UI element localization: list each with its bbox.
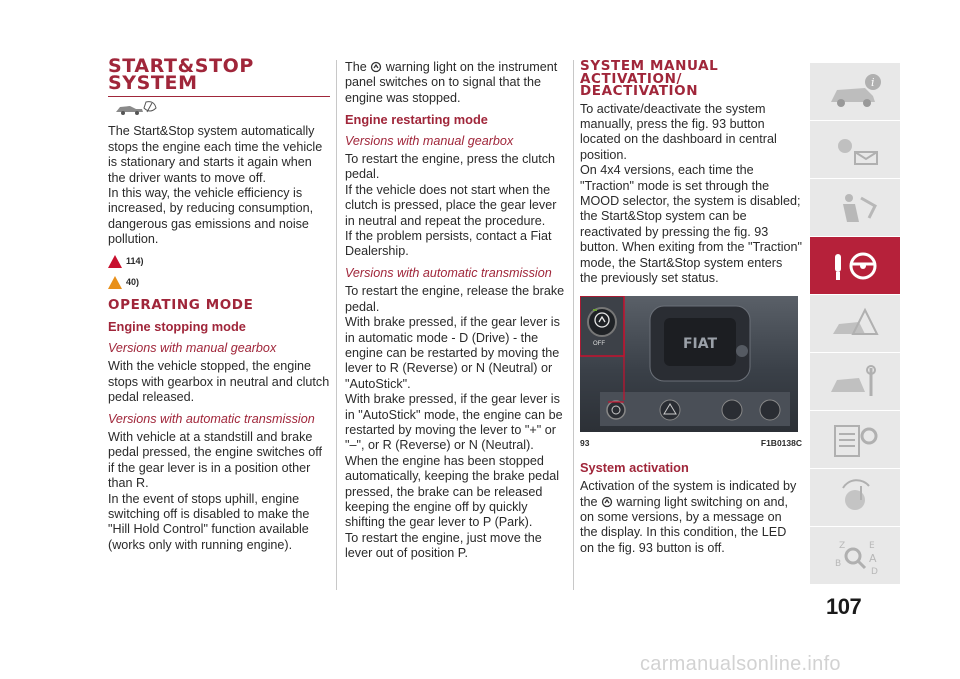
maintenance-icon xyxy=(825,362,885,402)
manual-activation-title: SYSTEM MANUAL ACTIVATION/ DEACTIVATION xyxy=(580,58,719,99)
index-icon xyxy=(825,536,885,576)
figure-number: 93 xyxy=(580,438,590,449)
column-2 xyxy=(345,60,567,562)
automatic-transmission-text: With vehicle at a standstill and brake pedal pressed, the engine switches off if the gear lever is in a position other than R. xyxy=(108,429,323,491)
tab-starting-driving[interactable] xyxy=(810,237,900,295)
restart-manual-p2: If the vehicle does not start when the clutch is pressed, place the gear lever in neutral and repeat the procedure. xyxy=(345,182,557,228)
danger-triangle-icon xyxy=(108,255,122,268)
technical-data-icon xyxy=(825,420,885,460)
warning-note-40: 40) xyxy=(108,275,330,290)
svg-text:B: B xyxy=(835,558,842,569)
tab-technical-data[interactable] xyxy=(810,411,900,469)
tab-emergency[interactable] xyxy=(810,295,900,353)
restart-auto-p4: When the engine has been stopped automatically, keeping the brake pedal pressed, the brake can be released keeping the engine off by quickly shifting the gear lever to P (Park). xyxy=(345,453,559,530)
safety-airbag-icon xyxy=(825,188,885,228)
warning-note-114: 114) xyxy=(108,254,330,269)
hill-hold-text: In the event of stops uphill, engine switching off is disabled to make the "Hill Hold Control" function available (works only with running engine). xyxy=(108,491,310,552)
figure-button-label: OFF xyxy=(593,341,605,348)
start-stop-warning-icon-2 xyxy=(601,496,613,508)
column-3 xyxy=(580,60,802,556)
manual-gearbox-subheading: Versions with manual gearbox xyxy=(108,340,277,355)
chapter-tabs xyxy=(810,63,900,585)
dashboard-illustration xyxy=(580,296,798,432)
activation-text: Activation of the system is indicated by the warning light switching on and, on some versions, by a message on the display. In this condition, the LED on the fig. 93 button is off. xyxy=(580,479,797,555)
start-stop-warning-icon xyxy=(370,61,382,73)
svg-text:FIAT: FIAT xyxy=(682,336,718,353)
multimedia-icon xyxy=(825,478,885,518)
eco-car-icon xyxy=(114,100,330,120)
caution-triangle-icon xyxy=(108,276,122,289)
dashboard-figure xyxy=(580,296,798,432)
manual-gearbox-subheading-2: Versions with manual gearbox xyxy=(345,133,514,148)
intro-paragraph-2: In this way, the vehicle efficiency is increased, by reducing consumption, dangerous gas emissions and noise pollution. xyxy=(108,186,314,247)
restart-auto-p2: With brake pressed, if the gear lever is in automatic mode - D (Drive) - the engine can be restarted by moving the lever to R (Reverse) or N (Neutral) or "AutoStick". xyxy=(345,315,560,391)
title-rule xyxy=(108,96,330,97)
svg-text:i: i xyxy=(871,75,875,89)
restart-auto-p3: With brake pressed, if the gear lever is in "AutoStick" mode, the engine can be restarted by moving the lever to "+" or "–", or R (Reverse) or N (Neutral). xyxy=(345,392,563,453)
car-info-icon xyxy=(825,72,885,112)
automatic-transmission-subheading: Versions with automatic transmission xyxy=(108,411,315,426)
activation-p1: To activate/deactivate the system manually, press the fig. 93 button located on the dashboard in central position. xyxy=(580,101,777,162)
figure-caption xyxy=(580,436,802,451)
warning-lights-icon xyxy=(825,130,885,170)
restart-auto-p1: To restart the engine, release the brake pedal. xyxy=(345,284,565,314)
system-activation-heading: System activation xyxy=(580,459,689,475)
intro-paragraph: The Start&Stop system automatically stops the engine each time the vehicle is stationary and starts it again when the driver wants to move off. xyxy=(108,124,323,185)
emergency-icon xyxy=(825,304,885,344)
svg-text:Z: Z xyxy=(839,540,846,551)
tab-multimedia[interactable] xyxy=(810,469,900,527)
tab-maintenance[interactable] xyxy=(810,353,900,411)
tab-warning-lights[interactable] xyxy=(810,121,900,179)
operating-mode-heading: OPERATING MODE xyxy=(108,297,254,314)
engine-restarting-heading: Engine restarting mode xyxy=(345,112,488,128)
lead-paragraph: The warning light on the instrument panel switches on to signal that the engine was stopped. xyxy=(345,60,558,105)
column-1 xyxy=(108,55,330,553)
svg-text:D: D xyxy=(871,566,878,576)
restart-manual-p1: To restart the engine, press the clutch pedal. xyxy=(345,152,556,182)
automatic-transmission-subheading-2: Versions with automatic transmission xyxy=(345,265,552,280)
restart-manual-p3: If the problem persists, contact a Fiat Dealership. xyxy=(345,229,552,259)
engine-stopping-heading: Engine stopping mode xyxy=(108,319,246,335)
page-number: 107 xyxy=(826,594,862,619)
svg-text:E: E xyxy=(869,540,875,551)
tab-safety[interactable] xyxy=(810,179,900,237)
starting-driving-icon xyxy=(825,246,885,286)
restart-auto-p5: To restart the engine, just move the lever out of position P. xyxy=(345,530,542,561)
figure-code: F1B0138C xyxy=(760,438,802,449)
svg-text:A: A xyxy=(869,551,877,565)
manual-gearbox-text: With the vehicle stopped, the engine stops with gearbox in neutral and clutch pedal released. xyxy=(108,359,330,405)
activation-p2: On 4x4 versions, each time the "Traction" mode is set through the MOOD selector, the system is disabled; the Start&Stop system can be reactivated by pressing the fig. 93 button. When exiting from the "Traction" mode, the Start&Stop system enters the previously set status. xyxy=(580,163,802,285)
footer-watermark: carmanualsonline.info xyxy=(640,653,841,675)
tab-index[interactable] xyxy=(810,527,900,585)
section-title: START&STOP SYSTEM xyxy=(108,55,254,94)
tab-car-info[interactable] xyxy=(810,63,900,121)
